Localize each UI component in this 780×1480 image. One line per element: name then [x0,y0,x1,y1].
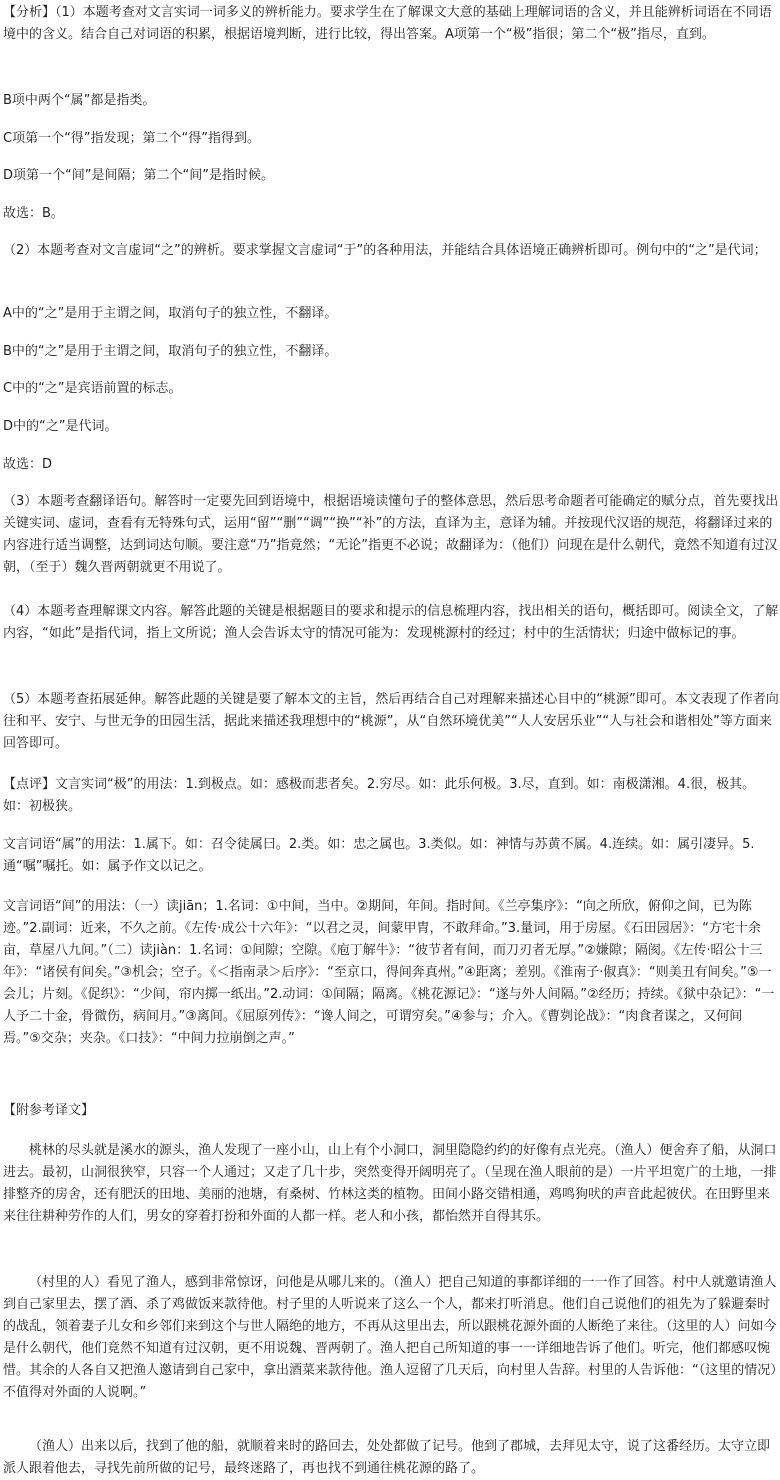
analysis-paragraph-5: （5）本题考查拓展延伸。解答此题的关键是要了解本文的主旨，然后再结合自己对理解来描述心目中的“桃源”即可。本文表现了作者向往和平、安宁、与世无争的田园生活，据此来描述我理想中的“桃源”，从“自然环境优美”“人人安居乐业”“人与社会和谐相处”等方面来回答即可。 [3,692,779,751]
translation-heading: 【附参考译文】 [3,1103,95,1118]
analysis-2-item-c: C中的“之”是宾语前置的标志。 [3,381,182,396]
analysis-paragraph-3: （3）本题考查翻译语句。解答时一定要先回到语境中，根据语境读懂句子的整体意思，然后思考命题者可能确定的赋分点，首先要找出关键实词、虚词，查看有无特殊句式，运用“留”“删”“调”“换”“补”的方法，直译为主，意译为辅。并按现代汉语的规范，将翻译过来的内容进行适当调整，达到词达句顺。要注意“乃”指竟然；“无论”指更不必说；故翻译为：（他们）问现在是什么朝代，竟然不知道有过汉朝，（至于）魏久晋两朝就更不用说了。 [3,494,779,575]
analysis-paragraph-1: 【分析】（1）本题考查对文言实词一词多义的辨析能力。要求学生在了解课文大意的基础上理解词语的含义，并且能辨析词语在不同语境中的含义。结合自己对词语的积累，根据语境判断，进行比较，得出答案。A项第一个“极”指很；第二个“极”指尽，直到。 [3,5,772,42]
comment-shu: 文言词语“属”的用法：1.属下。如：召令徒属曰。2.类。如：忠之属也。3.类似。如：神情与苏黄不属。4.连续。如：属引凄异。5.通“嘱”嘱托。如：属予作文以记之。 [3,837,755,874]
translation-paragraph-2: （村里的人）看见了渔人，感到非常惊讶，问他是从哪儿来的。（渔人）把自己知道的事都详细的一一作了回答。村中人就邀请渔人到自己家里去，摆了酒、杀了鸡做饭来款待他。村子里的人听说来了这么一个人，都来打听消息。他们自己说他们的祖先为了躲避秦时的战乱，领着妻子儿女和乡邻们来到这个与世人隔绝的地方，不再从这里出去，所以跟桃花源外面的人断绝了来往。（这里的人）问如今是什么朝代，他们竟然不知道有过汉朝，更不用说魏、晋两朝了。渔人把自己所知道的事一一详细地告诉了他们。听完，他们都感叹惋惜。其余的人各自又把渔人邀请到自己家中，拿出酒菜来款待他。渔人逗留了几天后，向村里人告辞。村里的人告诉他：“（这里的情况）不值得对外面的人说啊。” [3,1275,777,1400]
analysis-paragraph-4: （4）本题考查理解课文内容。解答此题的关键是根据题目的要求和提示的信息梳理内容，找出相关的语句，概括即可。阅读全文，了解内容，“如此”是指代词，指上文所说；渔人会告诉太守的情况可能为：发现桃源村的经过；村中的生活情状；归途中做标记的事。 [3,604,779,641]
analysis-2-item-a: A中的“之”是用于主谓之间，取消句子的独立性，不翻译。 [3,306,338,321]
analysis-item-b: B项中两个“属”都是指类。 [3,93,156,108]
translation-paragraph-3: （渔人）出来以后，找到了他的船，就顺着来时的路回去，处处都做了记号。他到了郡城，去拜见太守，说了这番经历。太守立即派人跟着他去，寻找先前所做的记号，最终迷路了，再也找不到通往桃花源的路了。 [3,1439,771,1476]
analysis-item-d: D项第一个“间”是间隔；第二个“间”是指时候。 [3,168,274,183]
translation-paragraph-1: 桃林的尽头就是溪水的源头，渔人发现了一座小山，山上有个小洞口，洞里隐隐约约的好像有点光亮。（渔人）便舍弃了船，从洞口进去。最初，山洞很狭窄，只容一个人通过；又走了几十步，突然变得开阔明亮了。（呈现在渔人眼前的是）一片平坦宽广的土地，一排排整齐的房舍，还有肥沃的田地、美丽的池塘，有桑树、竹林这类的植物。田间小路交错相通，鸡鸣狗吠的声音此起彼伏。在田野里来来往往耕种劳作的人们，男女的穿着打扮和外面的人都一样。老人和小孩，都怡然并自得其乐。 [3,1143,777,1224]
comment-jian: 文言词语“间”的用法：（一）读jiān；1.名词：①中间，当中。②期间，年间。指时间。《兰亭集序》：“向之所欣，俯仰之间，已为陈迹。”2.副词：近来，不久之前。《左传·成公十六年》：“以君之灵，间蒙甲胄，不敢拜命。”3.量词，用于房屋。《石田园居》：“方宅十余亩，草屋八九间。”（二）读jiàn：1.名词：①间隙；空隙。《庖丁解牛》：“彼节者有间，而刀刃者无厚。”②嫌隙；隔阂。《左传·昭公十三年》：“诸侯有间矣。”③机会；空子。《＜指南录＞后序》：“至京口，得间奔真州。”④距离；差别。《淮南子·俶真》：“则美丑有间矣。”⑤一会儿；片刻。《促织》：“少间，帘内掷一纸出。”2.动词：①间隔；隔离。《桃花源记》：“遂与外人间隔。”②经历；持续。《狱中杂记》：“一人予二十金，骨微伤，病间月。”③离间。《屈原列传》：“谗人间之，可谓穷矣。”④参与；介入。《曹刿论战》：“肉食者谋之，又何间焉。”⑤交杂；夹杂。《口技》：“中间力拉崩倒之声。” [3,899,775,1046]
analysis-2-item-b: B中的“之”是用于主谓之间，取消句子的独立性，不翻译。 [3,344,338,359]
answer-2: 故选：D [3,457,53,472]
analysis-item-c: C项第一个“得”指发现；第二个“得”指得到。 [3,131,261,146]
analysis-2-item-d: D中的“之”是代词。 [3,419,118,434]
answer-1: 故选：B。 [3,206,64,221]
analysis-paragraph-2: （2）本题考查对文言虚词“之”的辨析。要求掌握文言虚词“于”的各种用法，并能结合具体语境正确辨析即可。例句中的“之”是代词； [3,243,767,258]
comment-ji: 【点评】文言实词“极”的用法：1.到极点。如：感极而悲者矣。2.穷尽。如：此乐何极。3.尽，直到。如：南极潇湘。4.很，极其。如：初极狭。 [3,777,756,814]
